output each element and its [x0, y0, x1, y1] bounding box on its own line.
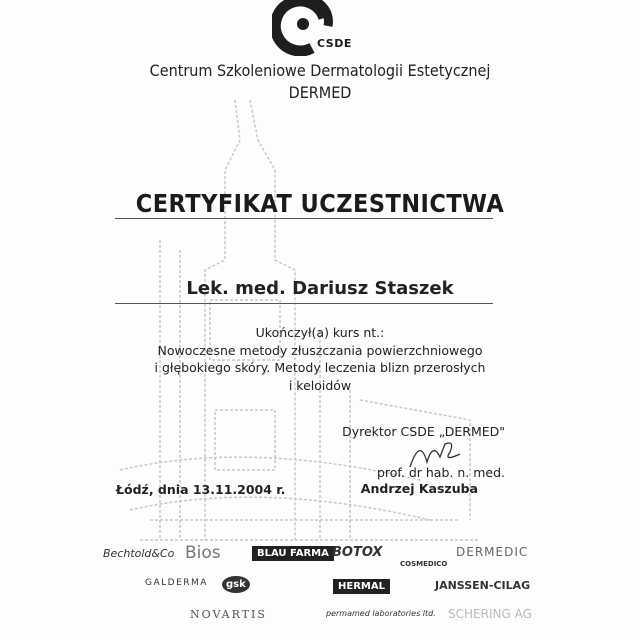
title-underline [115, 218, 493, 219]
place-date: Łódź, dnia 13.11.2004 r. [116, 482, 286, 497]
signatory-name: Andrzej Kaszuba [360, 481, 478, 496]
sponsor-logo: JANSSEN-CILAG [435, 579, 531, 592]
certificate-title: CERTYFIKAT UCZESTNICTWA [135, 189, 505, 218]
sponsor-logo: NOVARTIS [190, 608, 267, 621]
sponsor-logo: DERMEDIC [456, 545, 529, 559]
sponsor-logo: COSMEDICO [400, 560, 448, 568]
course-line: Nowoczesne metody złuszczania powierzchniowego [157, 342, 483, 358]
sponsor-logo: BLAU FARMA [252, 546, 334, 561]
name-underline [115, 303, 493, 304]
course-intro: Ukończył(a) kurs nt.: [255, 325, 385, 340]
sponsor-logo: HERMAL [333, 579, 390, 594]
sponsor-logo: GALDERMA [145, 578, 208, 588]
course-line: i głębokiego skóry. Metody leczenia blizn przerosłych [154, 360, 486, 375]
organization-short-name: DERMED [288, 83, 352, 102]
course-block [0, 324, 640, 394]
signatory-role: Dyrektor CSDE „DERMED" [342, 424, 505, 439]
signatory-degree: prof. dr hab. n. med. [376, 465, 505, 480]
recipient-name: Lek. med. Dariusz Staszek [186, 278, 454, 299]
sponsor-logo: gsk [222, 576, 250, 593]
organization-name: Centrum Szkoleniowe Dermatologii Estetycznej [149, 61, 491, 80]
sponsor-logo: permamed laboratories ltd. [326, 609, 436, 618]
sponsor-logo: BOTOX [332, 545, 383, 560]
logo-text: CSDE [317, 37, 352, 50]
sponsor-logo: Bechtold&Co [103, 547, 175, 560]
sponsor-logo: Bios [185, 543, 221, 563]
sponsor-logo: SCHERING AG [448, 607, 532, 621]
course-line: i keloidów [288, 377, 352, 393]
